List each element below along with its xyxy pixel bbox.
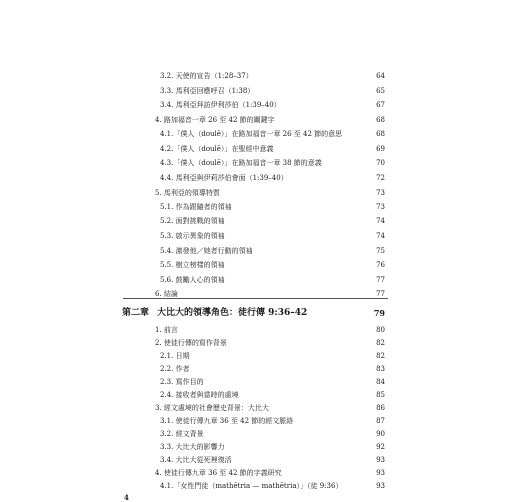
toc-entry-title: 4.2.「僕人（doulē）」在聖經中意義 xyxy=(160,145,274,153)
toc-entry xyxy=(0,429,520,440)
toc-entry-page: 68 xyxy=(376,116,385,124)
toc-entry-page: 67 xyxy=(376,101,385,109)
toc-entry-page: 76 xyxy=(376,261,385,269)
toc-entry-page: 82 xyxy=(376,339,385,347)
toc-entry-page: 93 xyxy=(376,456,385,464)
toc-entry-title: 6. 結論 xyxy=(155,290,178,298)
toc-entry-page: 77 xyxy=(376,276,385,284)
toc-entry xyxy=(0,216,520,227)
toc-entry xyxy=(0,364,520,375)
toc-entry xyxy=(0,144,520,155)
toc-entry xyxy=(0,275,520,286)
toc-entry-title: 5.5. 樹立榜樣的領袖 xyxy=(160,261,225,269)
toc-entry xyxy=(0,351,520,362)
toc-entry xyxy=(0,416,520,427)
toc-entry-page: 80 xyxy=(376,326,385,334)
toc-entry-title: 5.6. 鼓勵人心的領袖 xyxy=(160,276,225,284)
toc-entry-page: 85 xyxy=(376,391,385,399)
toc-entry-title: 2.1. 日期 xyxy=(160,352,190,360)
toc-entry-title: 2.3. 寫作目的 xyxy=(160,378,204,386)
toc-entry-title: 4.1.「女性門徒（mathētria — mathētria）」（徒 9:36） xyxy=(160,482,343,490)
toc-entry-title: 2.4. 接收者與當時的處境 xyxy=(160,391,239,399)
toc-entry-title: 3.1. 使徒行傳九章 36 至 42 節的經文脈絡 xyxy=(160,417,294,425)
toc-entry-title: 5. 馬利亞的領導特質 xyxy=(155,189,220,197)
toc-entry xyxy=(0,455,520,466)
toc-entry-page: 77 xyxy=(376,290,385,298)
toc-entry-title: 3.2. 經文背景 xyxy=(160,430,204,438)
toc-entry-page: 69 xyxy=(376,145,385,153)
toc-entry-title: 4.1.「僕人（doulē）」在路加福音一章 26 至 42 節的意思 xyxy=(160,130,343,138)
toc-entry xyxy=(0,390,520,401)
toc-entry xyxy=(0,115,520,126)
toc-entry xyxy=(0,468,520,479)
toc-entry xyxy=(0,231,520,242)
toc-entry-title: 1. 前言 xyxy=(155,326,178,334)
chapter-page: 79 xyxy=(373,308,385,318)
chapter-title: 大比大的領導角色：徒行傳 9:36–42 xyxy=(157,308,308,318)
chapter-heading xyxy=(0,307,520,320)
toc-entry-page: 93 xyxy=(376,469,385,477)
toc-entry xyxy=(0,188,520,199)
toc-entry-title: 3.3. 馬利亞回應呼召（1:38） xyxy=(160,87,255,95)
toc-entry-title: 5.4. 激發他／她者行動的領袖 xyxy=(160,247,253,255)
toc-entry-page: 72 xyxy=(376,174,385,182)
toc-entry-title: 3.3. 大比大的影響力 xyxy=(160,443,225,451)
toc-entry-page: 87 xyxy=(376,417,385,425)
toc-entry-title: 3.4. 大比大從死裡復活 xyxy=(160,456,232,464)
toc-entry xyxy=(0,325,520,336)
toc-entry-page: 68 xyxy=(376,130,385,138)
toc-entry-title: 3. 經文處境的社會歷史背景：大比大 xyxy=(155,404,269,412)
toc-entry-title: 2.2. 作者 xyxy=(160,365,190,373)
toc-entry xyxy=(0,260,520,271)
toc-entry-page: 73 xyxy=(376,189,385,197)
toc-entry-page: 64 xyxy=(376,72,385,80)
toc-entry-title: 3.2. 天使的宣告（1:28–37） xyxy=(160,72,253,80)
chapter-label: 第二章 xyxy=(122,308,150,318)
toc-entry xyxy=(0,202,520,213)
toc-entry-page: 84 xyxy=(376,378,385,386)
toc-entry xyxy=(0,246,520,257)
toc-entry-page: 92 xyxy=(376,443,385,451)
toc-entry xyxy=(0,71,520,82)
toc-entry-page: 86 xyxy=(376,404,385,412)
toc-entry xyxy=(0,100,520,111)
toc-entry xyxy=(0,158,520,169)
toc-entry-page: 75 xyxy=(376,247,385,255)
toc-entry-title: 3.4. 馬利亞拜訪伊利莎伯（1:39–40） xyxy=(160,101,281,109)
toc-entry-page: 74 xyxy=(376,217,385,225)
toc-entry xyxy=(0,173,520,184)
toc-entry xyxy=(0,403,520,414)
toc-entry-title: 5.1. 作為跟隨者的領袖 xyxy=(160,203,232,211)
toc-entry xyxy=(0,377,520,388)
toc-entry-page: 90 xyxy=(376,430,385,438)
toc-entry-page: 70 xyxy=(376,159,385,167)
toc-entry-title: 5.2. 面對挑戰的領袖 xyxy=(160,217,225,225)
toc-entry-title: 4.4. 馬利亞與伊莉莎伯會面（1:39–40） xyxy=(160,174,288,182)
toc-entry xyxy=(0,481,520,492)
toc-entry xyxy=(0,86,520,97)
chapter-divider xyxy=(123,298,388,299)
toc-entry-page: 93 xyxy=(376,482,385,490)
page-number: 4 xyxy=(124,493,129,502)
toc-entry-page: 82 xyxy=(376,352,385,360)
toc-entry-page: 83 xyxy=(376,365,385,373)
toc-entry-title: 4.3.「僕人（doulē）」在路加福音一章 38 節的意義 xyxy=(160,159,322,167)
toc-entry xyxy=(0,338,520,349)
toc-entry-page: 74 xyxy=(376,232,385,240)
toc-entry-page: 65 xyxy=(376,87,385,95)
toc-entry-title: 4. 使徒行傳九章 36 至 42 節的字義研究 xyxy=(155,469,282,477)
toc-entry-title: 2. 使徒行傳的寫作背景 xyxy=(155,339,227,347)
toc-entry-title: 5.3. 啟示異象的領袖 xyxy=(160,232,225,240)
toc-entry-title: 4. 路加福音一章 26 至 42 節的關鍵字 xyxy=(155,116,275,124)
toc-entry-page: 73 xyxy=(376,203,385,211)
toc-entry xyxy=(0,442,520,453)
toc-entry xyxy=(0,129,520,140)
